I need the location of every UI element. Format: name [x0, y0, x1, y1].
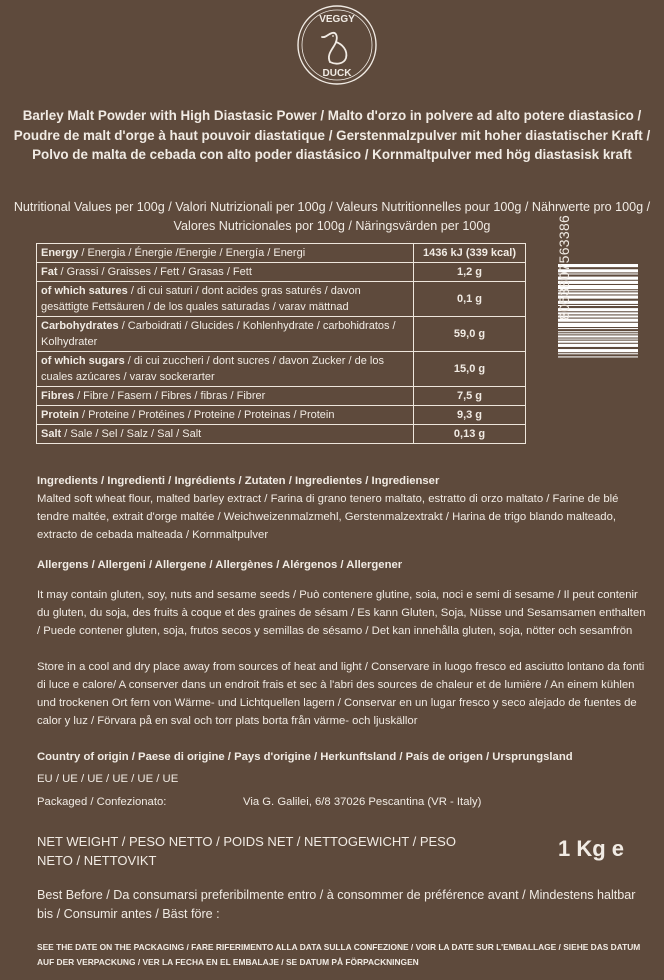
allergens-heading [37, 556, 651, 574]
logo-top-text: VEGGY [319, 14, 355, 25]
nutrient-translations: / Sale / Sel / Salz / Sal / Salt [61, 428, 202, 440]
barcode-bar [558, 328, 638, 329]
nutrient-name: Protein [41, 409, 79, 421]
origin-value: EU / UE / UE / UE / UE / UE [37, 773, 179, 785]
nutrient-name: of which sugars [41, 355, 125, 367]
origin-section [37, 748, 651, 766]
allergens-heading-text: Allergens / Allergeni / Allergene / Allergènes / Alérgenos / Allergener [37, 559, 403, 571]
barcode-bar [558, 331, 638, 332]
storage-text: Store in a cool and dry place away from sources of heat and light / Conservare in luogo fresco ed asciutto lontano da fonti di luce e calore/ A conserver dans un endroit frais et sec à l'abri des sources de chaleur et de lumière / An einem kühlen und trockenen Ort fern von Wärme- und Lichtquellen lagern / Conservar en un lugar fresco y seco alejado de fuentes de calor y luz / Förvara på en sval och torr plats borta från värme- och ljuskällor [37, 661, 645, 727]
nutrient-name: Salt [41, 428, 62, 440]
nutrition-label [37, 317, 414, 352]
barcode-number: 8053807563386 [556, 214, 572, 320]
nutrition-label [37, 263, 414, 282]
nutrition-value: 0,1 g [414, 282, 526, 317]
nutrition-value: 1,2 g [414, 263, 526, 282]
nutrition-heading: Nutritional Values per 100g / Valori Nutrizionali per 100g / Valeurs Nutritionnelles pour 100g / Nährwerte pro 100g / Valores Nutricionales por 100g / Näringsvärden per 100g [13, 200, 651, 233]
nutrient-name: Fibres [41, 390, 75, 402]
nutrition-value: 1436 kJ (339 kcal) [414, 244, 526, 263]
nutrition-row [37, 352, 526, 387]
ingredients-heading: Ingredients / Ingredienti / Ingrédients / Zutaten / Ingredientes / Ingredienser [37, 475, 440, 487]
nutrition-label [37, 352, 414, 387]
net-weight-label: NET WEIGHT / PESO NETTO / POIDS NET / NETTOGEWICHT / PESO NETO / NETTOVIKT [37, 834, 456, 868]
net-weight-value: 1 Kg e [558, 836, 625, 861]
nutrient-translations: / Energia / Énergie /Energie / Energía / Energi [78, 247, 306, 259]
nutrition-row [37, 317, 526, 352]
nutrition-value: 9,3 g [414, 406, 526, 425]
nutrient-name: Carbohydrates [41, 320, 119, 332]
barcode-bar [558, 335, 638, 337]
nutrition-row [37, 263, 526, 282]
duck-icon [322, 33, 346, 64]
nutrient-translations: / di cui saturi / dont acides gras saturés / davon gesättigte Fettsäuren / de los quales saturadas / varav mättnad [41, 285, 361, 313]
best-before-label: Best Before / Da consumarsi preferibilmente entro / à consommer de préférence avant / Mindestens haltbar bis / Consumir antes / Bäst före : [37, 888, 636, 921]
nutrition-value: 7,5 g [414, 387, 526, 406]
product-title: Barley Malt Powder with High Diastasic Power / Malto d'orzo in polvere ad alto potere diastasico / Poudre de malt d'orge à haut pouvoir diastatique / Gerstenmalzpulver mit hoher diastatischer Kraft / Polvo de malta de cebada con alto poder diastásico / Kornmaltpulver med hög diastasisk kraft [13, 108, 651, 162]
nutrition-label [37, 282, 414, 317]
nutrition-row [37, 387, 526, 406]
nutrition-row [37, 406, 526, 425]
allergens-text: It may contain gluten, soy, nuts and sesame seeds / Può contenere glutine, soia, noci e semi di sesame / Il peut contenir du gluten, du soja, des fruits à coque et des graines de sésam / Es kann Gluten, Soja, Nüsse und Sesamsamen enthalten / Puede contener gluten, soja, frutos secos y semillas de sésamo / Det kan innehålla gluten, soja, nötter och sesamfrön [37, 589, 646, 637]
nutrition-value: 0,13 g [414, 425, 526, 444]
nutrient-name: Fat [41, 266, 58, 278]
ingredients-section [37, 472, 651, 544]
nutrition-value: 15,0 g [414, 352, 526, 387]
nutrition-label [37, 244, 414, 263]
nutrition-label [37, 406, 414, 425]
logo-bottom-text: DUCK [322, 68, 352, 79]
barcode-bar [558, 353, 638, 354]
nutrient-translations: / Carboidrati / Glucides / Kohlenhydrate / carbohidratos / Kolhydrater [41, 320, 396, 348]
nutrient-translations: / di cui zuccheri / dont sucres / davon Zucker / de los cuales azúcares / varav sockerarter [41, 355, 384, 383]
barcode-bar [558, 341, 638, 343]
nutrient-translations: / Fibre / Fasern / Fibres / fibras / Fibrer [74, 390, 266, 402]
barcode-bar [558, 356, 638, 357]
see-date-note: SEE THE DATE ON THE PACKAGING / FARE RIFERIMENTO ALLA DATA SULLA CONFEZIONE / VOIR LA DATE SUR L'EMBALLAGE / SIEHE DAS DATUM AUF DER VERPACKUNG / VER LA FECHA EN EL EMBALAJE / SE DATUM PÅ FÖRPACKNINGEN [37, 942, 641, 967]
barcode-bar [558, 349, 638, 352]
barcode-bar [558, 339, 638, 340]
barcode-bar [558, 323, 638, 327]
barcode-bar [558, 333, 638, 334]
nutrient-translations: / Proteine / Protéines / Proteine / Proteinas / Protein [78, 409, 335, 421]
barcode-bar [558, 344, 638, 347]
nutrition-row [37, 282, 526, 317]
veggy-duck-logo [296, 4, 378, 86]
nutrient-name: of which satures [41, 285, 128, 297]
nutrition-row [37, 425, 526, 444]
ingredients-text: Malted soft wheat flour, malted barley extract / Farina di grano tenero maltato, estratto di orzo maltato / Farine de blé tendre maltée, extrait d'orge maltée / Weichweizenmalzmehl, Gerstenmalzextrakt / Harina de trigo blando malteado, extracto de cebada malteada / Kornmaltpulver [37, 493, 619, 541]
nutrition-label [37, 425, 414, 444]
packaged-address: Via G. Galilei, 6/8 37026 Pescantina (VR - Italy) [243, 796, 482, 808]
nutrition-row [37, 244, 526, 263]
nutrient-translations: / Grassi / Graisses / Fett / Grasas / Fett [57, 266, 252, 278]
packaged-row [37, 793, 651, 811]
origin-heading: Country of origin / Paese di origine / Pays d'origine / Herkunftsland / País de origen / Ursprungsland [37, 751, 573, 763]
nutrition-label [37, 387, 414, 406]
nutrient-name: Energy [41, 247, 79, 259]
nutrition-table [36, 243, 526, 444]
packaged-label: Packaged / Confezionato: [37, 796, 167, 808]
nutrition-value: 59,0 g [414, 317, 526, 352]
